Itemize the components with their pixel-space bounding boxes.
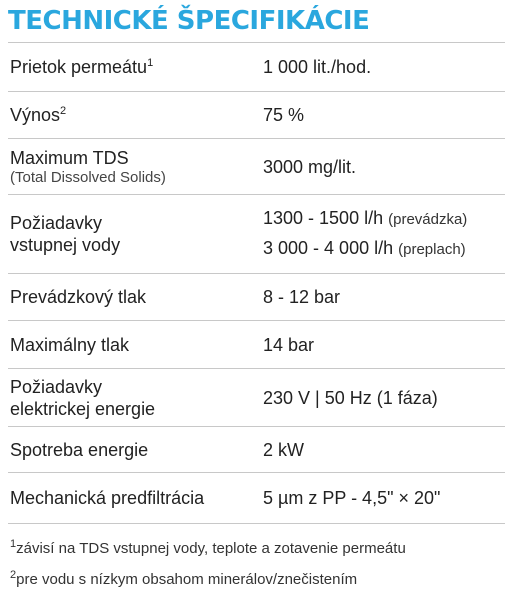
spec-value (263, 204, 505, 264)
footnote-ref: 1 (147, 57, 154, 69)
footnote (10, 533, 505, 564)
spec-value-line (263, 234, 505, 264)
footnote-number: 2 (10, 569, 17, 581)
flow-operation-note: (prevádzka) (388, 211, 468, 228)
spec-row-permeate-flow (8, 43, 505, 92)
spec-value: 75 % (263, 105, 305, 125)
footnote (10, 564, 505, 595)
spec-label: Prevádzkový tlak (10, 287, 147, 307)
footnote-text: pre vodu s nízkym obsahom minerálov/znečistením (16, 571, 358, 588)
spec-row-input-water (8, 195, 505, 274)
spec-label: Spotreba energie (10, 439, 149, 460)
spec-value: 2 kW (263, 439, 305, 460)
spec-label-text: Výnos (10, 105, 61, 125)
spec-label (8, 212, 263, 256)
spec-label-line: elektrickej energie (10, 398, 156, 419)
spec-sublabel: (Total Dissolved Solids) (10, 168, 166, 186)
spec-row-operating-pressure (8, 274, 505, 321)
spec-value-line (263, 204, 505, 234)
flow-operation: 1300 - 1500 l/h (263, 208, 384, 228)
spec-value: 1 000 lit./hod. (263, 57, 372, 77)
spec-label-line: vstupnej vody (10, 235, 121, 255)
spec-row-yield (8, 92, 505, 139)
spec-value-note: (1 fáza) (376, 387, 438, 408)
spec-label: Mechanická predfiltrácia (10, 488, 205, 508)
page-title: TECHNICKÉ ŠPECIFIKÁCIE (8, 6, 370, 36)
spec-label-text: Prietok permeátu (10, 57, 148, 77)
footnote-ref: 2 (60, 105, 67, 117)
spec-row-power-consumption (8, 427, 505, 473)
spec-row-max-pressure (8, 321, 505, 369)
spec-label-line: Požiadavky (10, 213, 103, 233)
spec-value: 3000 mg/lit. (263, 156, 357, 177)
spec-label-line: Požiadavky (10, 376, 103, 397)
footnote-number: 1 (10, 538, 17, 550)
spec-label (8, 104, 263, 126)
spec-row-electrical (8, 369, 505, 427)
spec-label-text: Maximum TDS (10, 147, 129, 168)
spec-value: 8 - 12 bar (263, 287, 341, 307)
spec-label (8, 147, 263, 187)
spec-row-prefiltration (8, 473, 505, 524)
spec-label (8, 376, 263, 420)
spec-row-max-tds (8, 139, 505, 195)
spec-table (8, 43, 505, 524)
footnotes (10, 533, 505, 595)
spec-value: 14 bar (263, 334, 315, 355)
flow-flush-note: (preplach) (398, 241, 466, 258)
flow-flush: 3 000 - 4 000 l/h (263, 238, 394, 258)
spec-value (263, 387, 505, 409)
spec-label (8, 56, 263, 78)
spec-value: 5 µm z PP - 4,5" × 20" (263, 488, 441, 508)
spec-label: Maximálny tlak (10, 334, 130, 355)
spec-value-main: 230 V | 50 Hz (263, 387, 372, 408)
footnote-text: závisí na TDS vstupnej vody, teplote a zotavenie permeátu (16, 540, 406, 557)
